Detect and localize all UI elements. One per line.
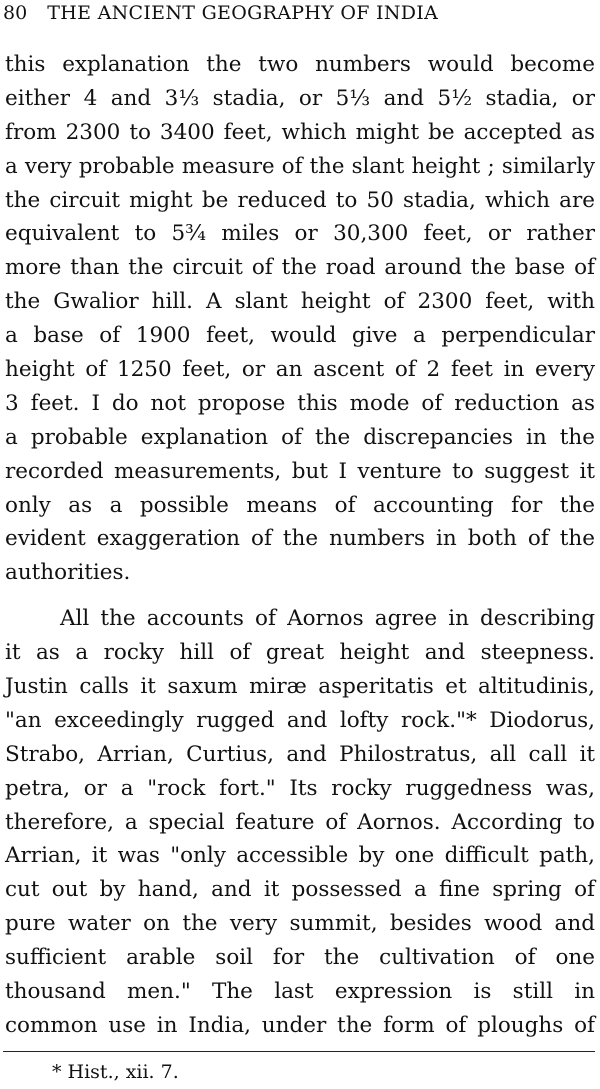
- text-line: only as a possible means of accounting for the: [5, 492, 595, 518]
- text-line: cut out by hand, and it possessed a fine spring of: [5, 877, 595, 903]
- book-title: THE ANCIENT GEOGRAPHY OF INDIA: [47, 2, 439, 24]
- text-line: more than the circuit of the road around the base of: [5, 255, 595, 281]
- paragraph: [5, 48, 595, 590]
- text-line: either 4 and 3⅓ stadia, or 5⅓ and 5½ stadia, or: [5, 85, 595, 111]
- text-line: from 2300 to 3400 feet, which might be accepted as: [5, 119, 595, 145]
- text-line: sufficient arable soil for the cultivation of one: [5, 945, 595, 971]
- text-line: All the accounts of Aornos agree in describing: [60, 606, 595, 632]
- footnote: * Hist., xii. 7.: [52, 1061, 179, 1083]
- text-line: height of 1250 feet, or an ascent of 2 feet in every: [5, 357, 595, 383]
- paragraph: [5, 602, 595, 1043]
- text-line: common use in India, under the form of ploughs of: [5, 1012, 595, 1038]
- text-line: thousand men." The last expression is still in: [5, 979, 595, 1005]
- text-line: this explanation the two numbers would become: [5, 52, 595, 77]
- text-line: a very probable measure of the slant height ; similarly: [5, 153, 595, 179]
- text-line: it as a rocky hill of great height and steepness.: [5, 640, 595, 666]
- text-line: a base of 1900 feet, would give a perpendicular: [5, 323, 595, 349]
- text-line: petra, or a "rock fort." Its rocky ruggedness was,: [5, 775, 595, 801]
- text-line: a probable explanation of the discrepancies in the: [5, 424, 595, 450]
- footnote-rule: [3, 1051, 595, 1052]
- text-line: authorities.: [5, 560, 131, 586]
- body-text: [5, 48, 595, 1043]
- text-line: pure water on the very summit, besides wood and: [5, 911, 595, 937]
- text-line: evident exaggeration of the numbers in both of the: [5, 526, 595, 552]
- text-line: the circuit might be reduced to 50 stadia, which are: [5, 187, 595, 213]
- text-line: Arrian, it was "only accessible by one difficult path,: [5, 843, 595, 869]
- text-line: 3 feet. I do not propose this mode of reduction as: [5, 390, 595, 416]
- page-number: 80: [3, 2, 28, 24]
- text-line: "an exceedingly rugged and lofty rock."* Diodorus,: [5, 707, 595, 733]
- text-line: Strabo, Arrian, Curtius, and Philostratus, all call it: [5, 741, 595, 767]
- running-head: [3, 0, 593, 26]
- text-line: equivalent to 5¾ miles or 30,300 feet, or rather: [5, 221, 595, 247]
- text-line: Justin calls it saxum miræ asperitatis et altitudinis,: [5, 674, 595, 700]
- text-line: recorded measurements, but I venture to suggest it: [5, 458, 595, 484]
- text-line: therefore, a special feature of Aornos. According to: [5, 809, 595, 835]
- text-line: the Gwalior hill. A slant height of 2300 feet, with: [5, 289, 595, 315]
